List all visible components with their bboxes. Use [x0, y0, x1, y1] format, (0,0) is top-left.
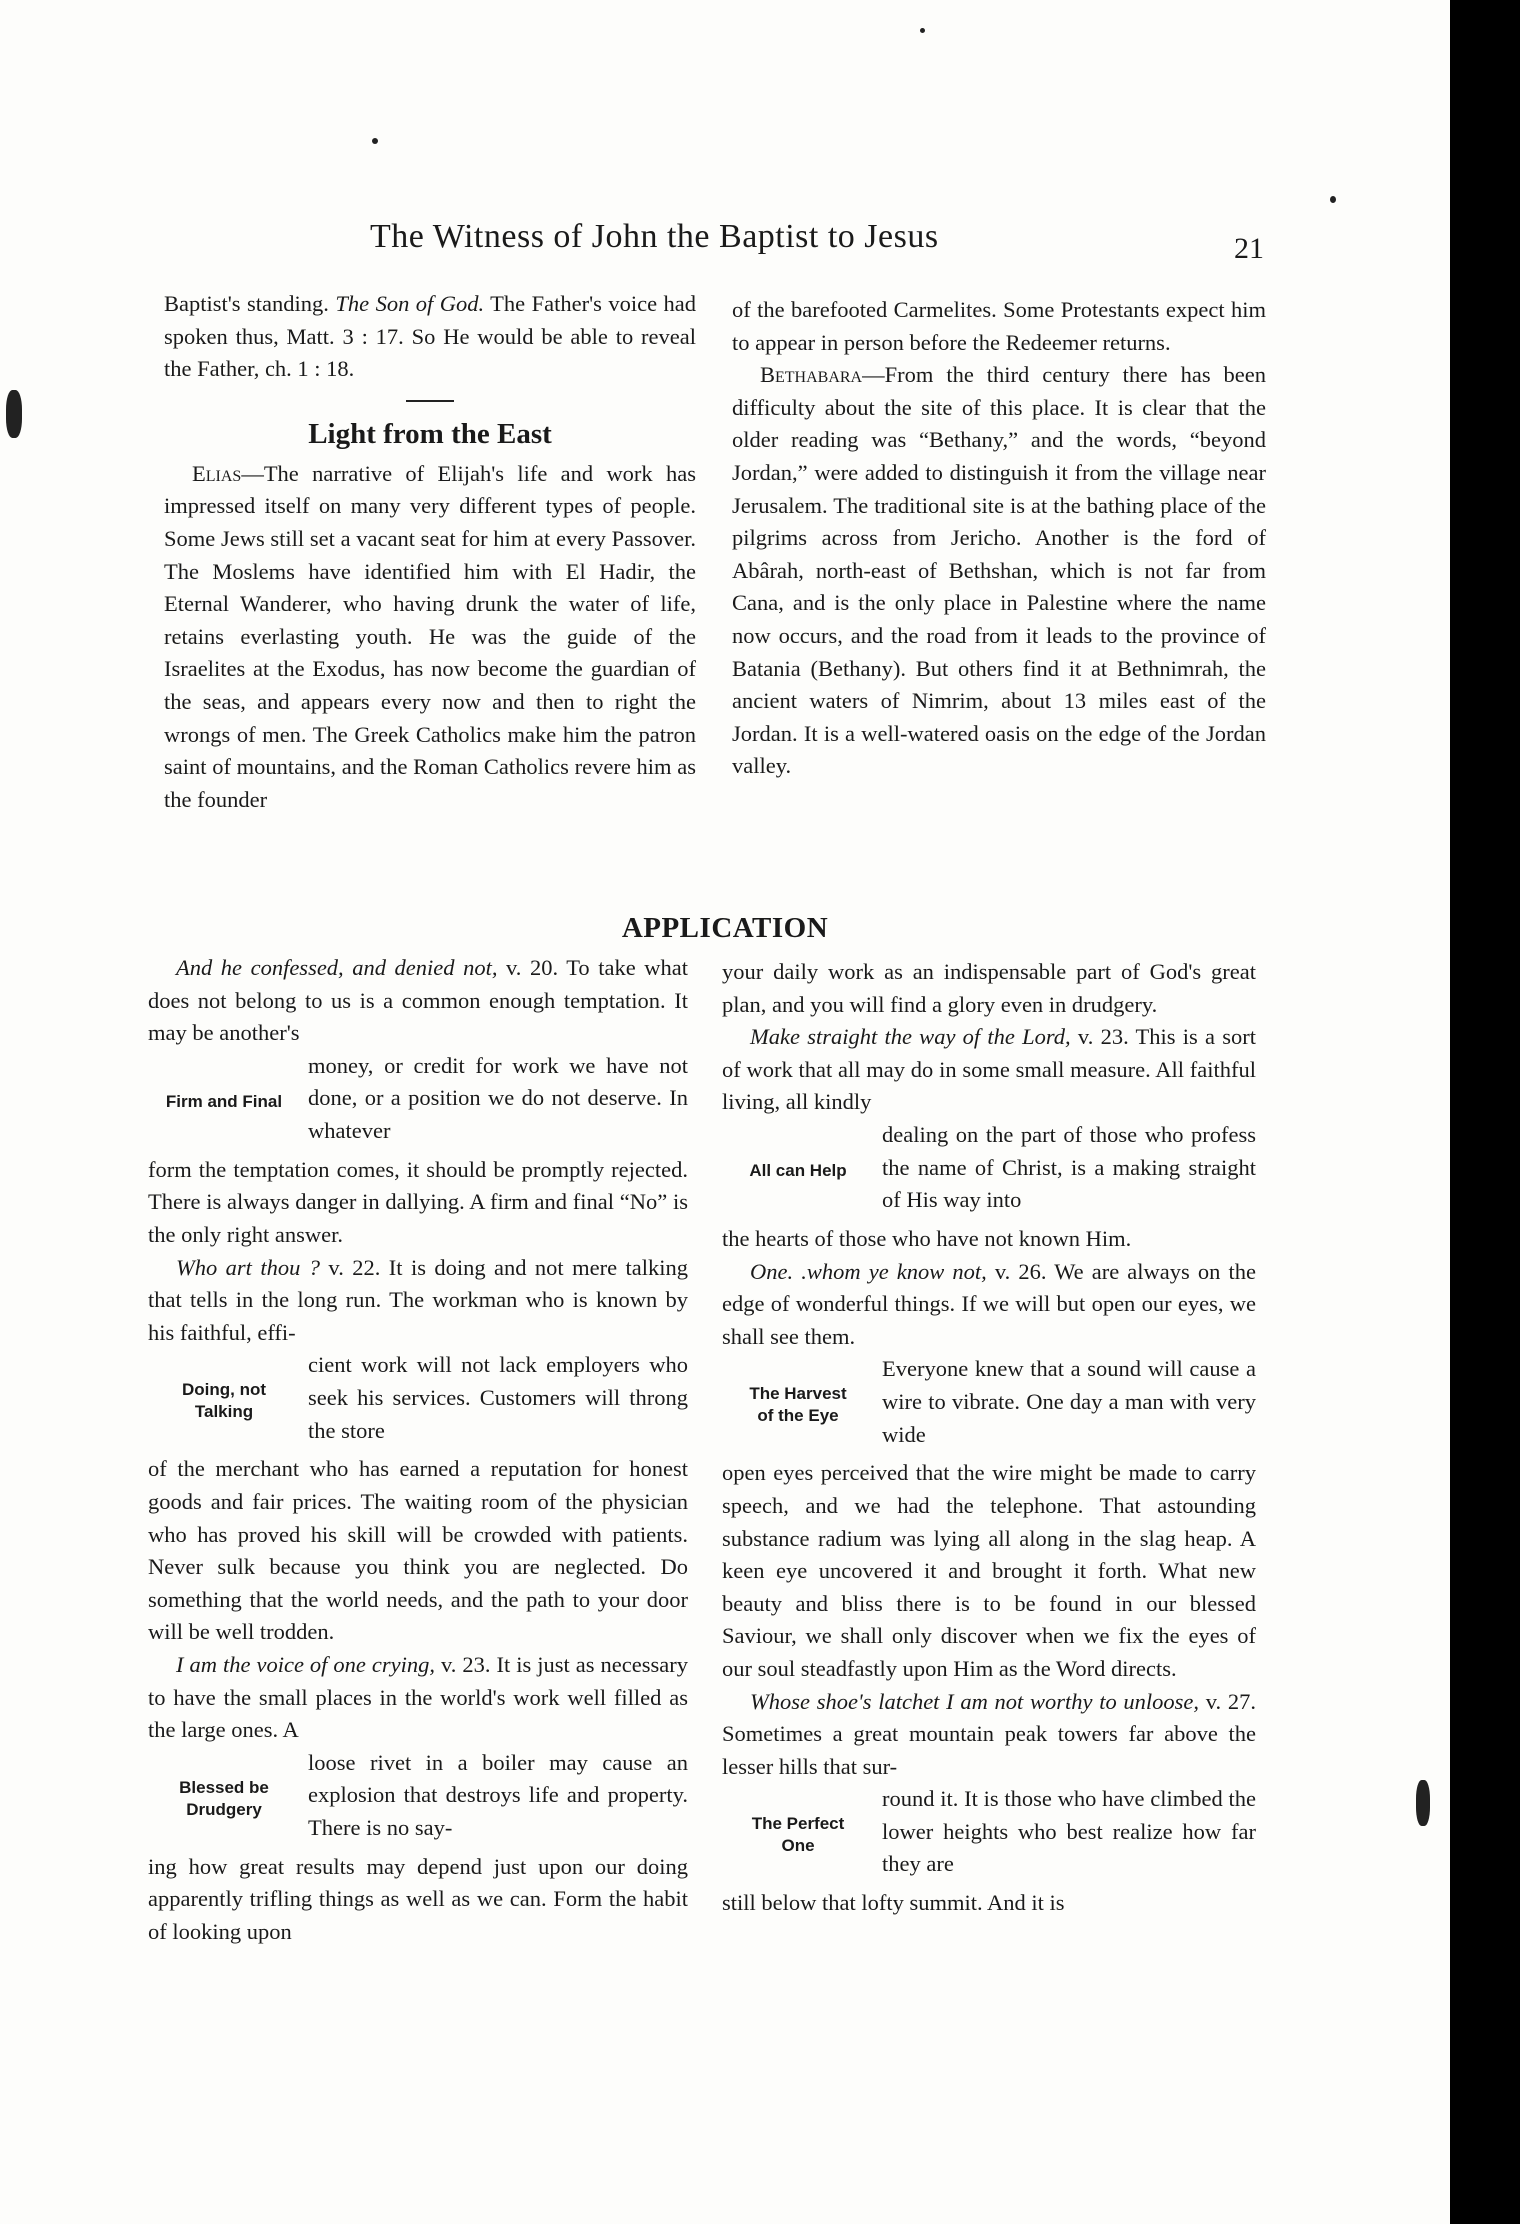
harvest-intro-text: v. 26. We are always on the edge of wonderful things. If we will but open our eyes, we shall see them.: [722, 1258, 1256, 1349]
latchet-intro-text: v. 27. Sometimes a great mountain peak towers far above the lesser hills that sur-: [722, 1688, 1256, 1779]
margin-note-line: Blessed be: [179, 1777, 269, 1797]
voice-intro: [148, 1649, 688, 1747]
bethabara-text: —From the third century there has been difficulty about the site of this place. It is clear that the older reading was “Bethany,” and the words, “beyond Jordan,” were added to distinguish it from the village near Jerusalem. The traditional site is at the bathing place of the pilgrims across from Jericho. Another is the ford of Abârah, north-east of Bethshan, which is not far from Cana, and is the only place in Palestine where the name now occurs, and the road from it leads to the province of Batania (Bethany). But others find it at Bethnimrah, the ancient waters of Nimrim, about 13 miles east of the Jordan. It is a well-watered oasis on the edge of the Jordan valley.: [732, 362, 1266, 779]
elias-label: Elias: [192, 460, 242, 486]
firm-final-rest: form the temptation comes, it should be promptly rejected. There is always danger in dallying. A firm and final “No” is the only right answer.: [148, 1156, 688, 1247]
margin-note-text: Firm and Final: [165, 1091, 283, 1111]
bethabara-paragraph: [732, 359, 1266, 783]
doing-intro-text: v. 22. It is doing and not mere talking that tells in the long run. The workman who is known by his faithful, effi-: [148, 1254, 688, 1345]
margin-note-firm-and-final: [148, 1050, 300, 1154]
voice-rest: ing how great results may depend just upon our doing apparently trifling things as well as we can. Form the habit of looking upon: [148, 1853, 688, 1944]
latchet-beside: round it. It is those who have climbed the lower heights who best realize how far they are: [882, 1786, 1256, 1877]
harvest-rest: open eyes perceived that the wire might be made to carry speech, and we had the telephone. That astounding substance radium was lying all along in the slag heap. A keen eye uncovered it and brought it forth. What new beauty and bliss there is to be found in our blessed Saviour, we shall only discover when we fix the eyes of our soul steadfastly upon Him as the Word directs.: [722, 1460, 1256, 1681]
voice-intro-text: v. 23. It is just as necessary to have the small places in the world's work well filled as the large ones. A: [148, 1651, 688, 1743]
section-rule: [406, 400, 454, 402]
scan-speck: [920, 28, 925, 33]
margin-note-line: Doing, not: [181, 1380, 267, 1400]
margin-note-line: One: [781, 1836, 815, 1856]
margin-note-the-perfect-one: [722, 1783, 874, 1887]
straight-rest: the hearts of those who have not known Him.: [722, 1225, 1132, 1251]
scan-speck: [6, 390, 22, 438]
latchet-intro: [722, 1686, 1256, 1784]
top-right-column: [732, 294, 1266, 783]
scan-speck: [1416, 1780, 1430, 1826]
page-number: 21: [1234, 232, 1264, 265]
margin-note-harvest-of-the-eye: [722, 1353, 874, 1457]
harvest-beside: Everyone knew that a sound will cause a wire to vibrate. One day a man with very wide: [882, 1356, 1256, 1447]
voice-beside: loose rivet in a boiler may cause an explosion that destroys life and property. There is no say-: [308, 1749, 688, 1840]
straight-intro: [722, 1021, 1256, 1119]
application-heading: APPLICATION: [621, 912, 829, 944]
doing-beside: cient work will not lack employers who seek his services. Customers will throng the store: [308, 1352, 688, 1443]
doing-rest: of the merchant who has earned a reputation for honest goods and fair prices. The waiting room of the physician who has proved his skill will be crowded with patients. Never sulk because you think you are neglected. Do something that the world needs, and the path to your door will be well trodden.: [148, 1456, 688, 1645]
carmelites-paragraph: of the barefooted Carmelites. Some Protestants expect him to appear in person before the Redeemer returns.: [732, 297, 1266, 355]
running-header-title: The Witness of John the Baptist to Jesus: [370, 218, 939, 255]
scan-border: [1450, 0, 1520, 2224]
drudgery-continuation: your daily work as an indispensable part of God's great plan, and you will find a glory even in drudgery.: [722, 959, 1256, 1017]
application-left-column: [148, 952, 688, 1948]
straight-quote: Make straight the way of the Lord,: [750, 1024, 1071, 1050]
margin-note-text: All can Help: [749, 1160, 847, 1180]
intro-paragraph: [164, 288, 696, 386]
doing-quote: Who art thou ?: [176, 1254, 320, 1280]
intro-text-b: The Father's voice had spoken thus, Matt. 3 : 17. So He would be able to reveal the Father, ch. 1 : 18.: [164, 291, 697, 382]
section-title: Light from the East: [308, 417, 552, 450]
straight-beside: dealing on the part of those who profess the name of Christ, is a making straight of His way into: [882, 1121, 1256, 1213]
margin-note-line: The Perfect: [751, 1814, 845, 1834]
margin-note-doing-not-talking: [148, 1349, 300, 1453]
elias-text: —The narrative of Elijah's life and work has impressed itself on many very different types of people. Some Jews still set a vacant seat for him at every Passover. The Moslems have identified him with El Hadir, the Eternal Wanderer, who having drunk the water of life, retains everlasting youth. He was the guide of the Israelites at the Exodus, has now become the guardian of the seas, and appears every now and then to right the wrongs of men. The Greek Catholics make him the patron saint of mountains, and the Roman Catholics revere him as the founder: [164, 460, 696, 812]
firm-final-quote: And he confessed, and denied not,: [176, 955, 498, 980]
firm-final-intro-text: v. 20. To take what does not belong to us is a common enough temptation. It may be another's: [148, 955, 688, 1046]
margin-note-line: Talking: [194, 1402, 254, 1422]
straight-intro-text: v. 23. This is a sort of work that all may do in some small measure. All faithful living, all kindly: [722, 1024, 1256, 1115]
margin-note-blessed-be-drudgery: [148, 1747, 300, 1851]
scan-speck: [1330, 196, 1336, 203]
doing-intro: [148, 1252, 688, 1350]
intro-italic: The Son of God.: [335, 291, 485, 316]
margin-note-line: of the Eye: [757, 1406, 839, 1426]
latchet-rest: still below that lofty summit. And it is: [722, 1890, 1065, 1916]
firm-final-beside: money, or credit for work we have not done, or a position we do not deserve. In whatever: [308, 1052, 688, 1143]
harvest-intro: [722, 1256, 1256, 1354]
elias-paragraph: [164, 458, 696, 817]
margin-note-all-can-help: [722, 1119, 874, 1223]
margin-note-line: The Harvest: [749, 1384, 847, 1404]
application-right-column: [722, 956, 1256, 1920]
top-left-column: [164, 288, 696, 816]
intro-text-a: Baptist's standing.: [164, 291, 336, 316]
firm-final-intro: [148, 952, 688, 1050]
harvest-quote: One. .whom ye know not,: [750, 1258, 987, 1284]
latchet-quote: Whose shoe's latchet I am not worthy to unloose,: [750, 1688, 1200, 1714]
voice-quote: I am the voice of one crying,: [176, 1651, 436, 1677]
scan-speck: [372, 138, 378, 144]
margin-note-line: Drudgery: [186, 1799, 262, 1819]
bethabara-label: Bethabara: [760, 362, 863, 388]
